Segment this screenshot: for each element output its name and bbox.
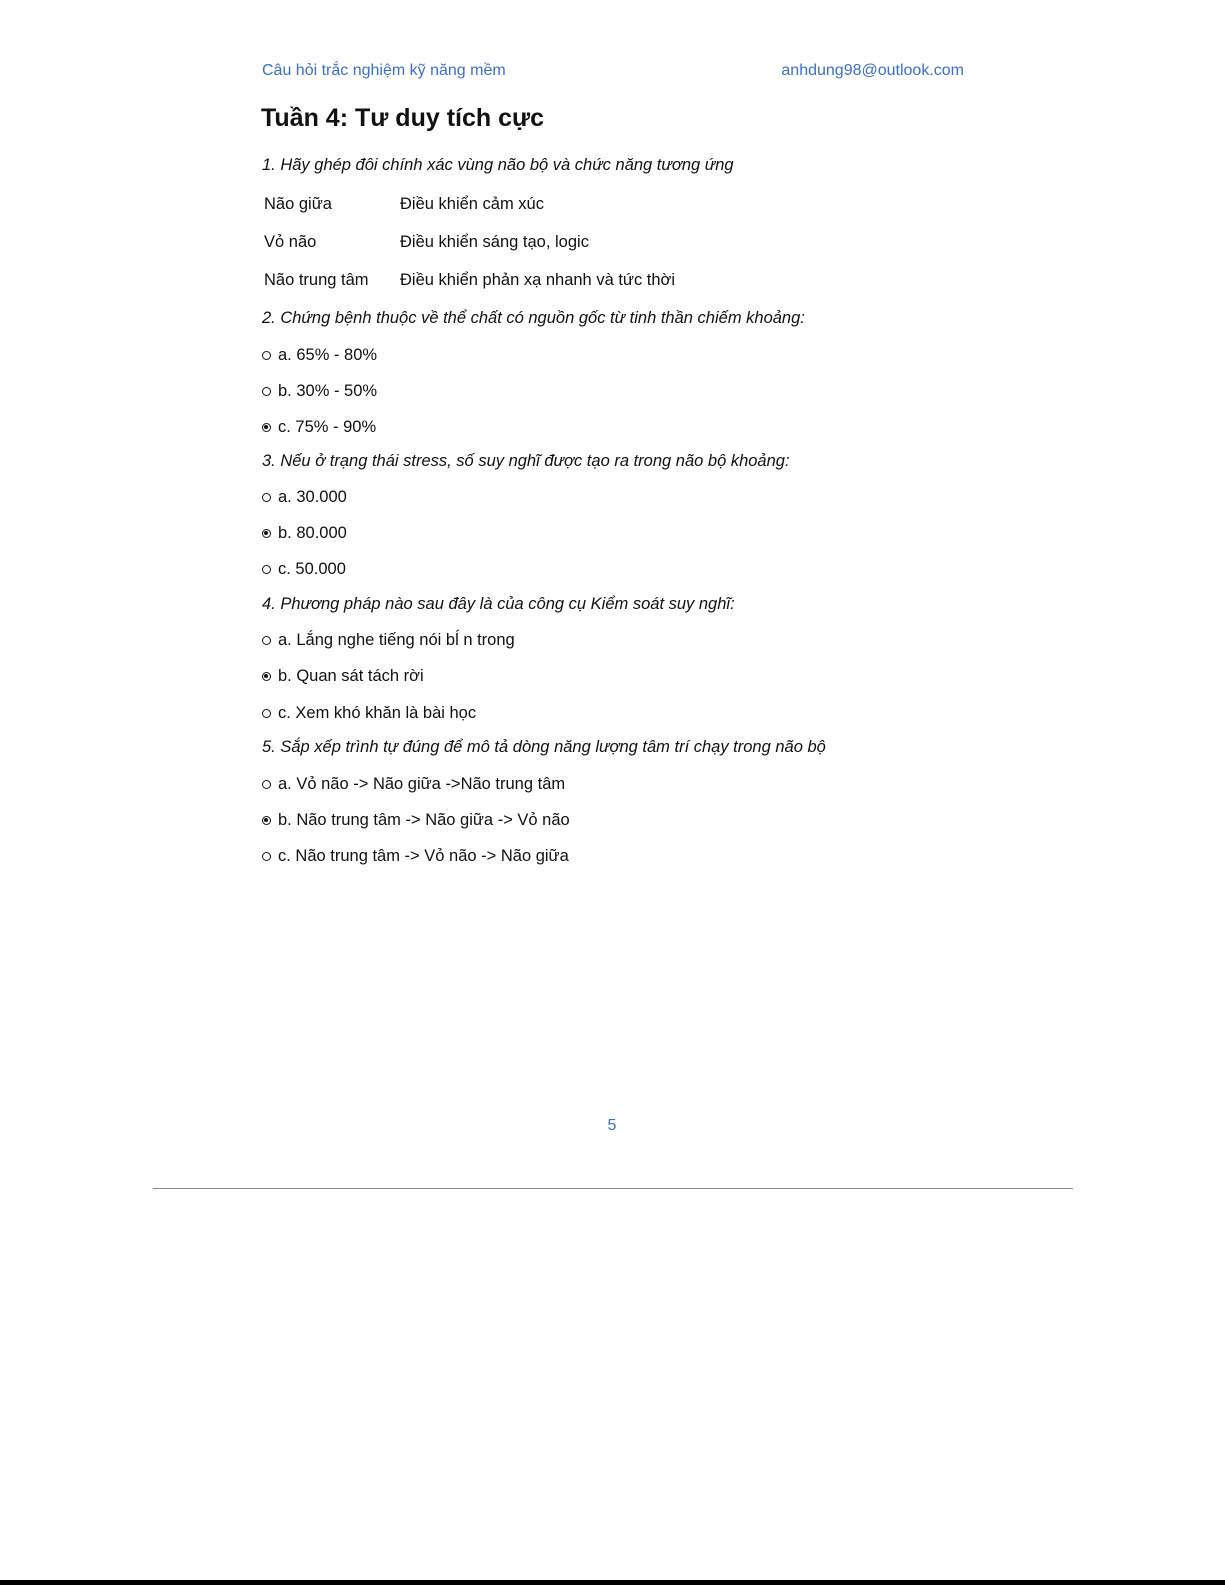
option-label: b. Quan sát tách rời: [278, 667, 424, 685]
radio-unchecked-icon[interactable]: [262, 351, 271, 360]
q4-option-b[interactable]: [262, 666, 424, 686]
brain-function: Điều khiển sáng tạo, logic: [400, 233, 589, 251]
radio-checked-icon[interactable]: [262, 423, 271, 432]
option-label: c. 75% - 90%: [278, 418, 377, 436]
page-title: Tuần 4: Tư duy tích cực: [261, 104, 544, 132]
radio-checked-icon[interactable]: [262, 529, 271, 538]
radio-unchecked-icon[interactable]: [262, 493, 271, 502]
header-course-title: Câu hỏi trắc nghiệm kỹ năng mềm: [262, 62, 506, 79]
page-header: [262, 62, 964, 80]
radio-unchecked-icon[interactable]: [262, 387, 271, 396]
option-label: a. 30.000: [278, 488, 347, 506]
option-label: b. 30% - 50%: [278, 382, 378, 400]
q2-option-b[interactable]: [262, 381, 377, 401]
q5-option-c[interactable]: [262, 846, 569, 866]
option-label: c. Xem khó khăn là bài học: [278, 704, 477, 722]
q4-option-a[interactable]: [262, 630, 515, 650]
option-label: c. 50.000: [278, 560, 346, 578]
q5-option-a[interactable]: [262, 774, 565, 794]
option-label: a. 65% - 80%: [278, 346, 378, 364]
header-email: anhdung98@outlook.com: [781, 62, 964, 79]
q4-option-c[interactable]: [262, 703, 476, 723]
page-number: 5: [607, 1117, 617, 1134]
radio-checked-icon[interactable]: [262, 672, 271, 681]
option-label: b. 80.000: [278, 524, 347, 542]
question-4: 4. Phương pháp nào sau đây là của công cụ Kiểm soát suy nghĩ:: [262, 595, 735, 613]
question-2: 2. Chứng bệnh thuộc về thể chất có nguồn gốc từ tinh thần chiếm khoảng:: [262, 309, 805, 327]
brain-region: Não trung tâm: [264, 271, 369, 289]
q3-option-b[interactable]: [262, 523, 347, 543]
question-5: 5. Sắp xếp trình tự đúng để mô tả dòng năng lượng tâm trí chạy trong não bộ: [262, 738, 826, 756]
bottom-edge-bar: [0, 1580, 1225, 1585]
question-3: 3. Nếu ở trạng thái stress, số suy nghĩ được tạo ra trong não bộ khoảng:: [262, 452, 790, 470]
radio-unchecked-icon[interactable]: [262, 852, 271, 861]
option-label: c. Não trung tâm -> Vỏ não -> Não giữa: [278, 847, 569, 865]
radio-unchecked-icon[interactable]: [262, 636, 271, 645]
question-1: 1. Hãy ghép đôi chính xác vùng não bộ và chức năng tương ứng: [262, 156, 734, 174]
option-label: a. Lắng nghe tiếng nói bĺ n trong: [278, 631, 515, 649]
q2-option-c[interactable]: [262, 417, 376, 437]
radio-checked-icon[interactable]: [262, 816, 271, 825]
brain-function: Điều khiển phản xạ nhanh và tức thời: [400, 271, 676, 289]
option-label: b. Não trung tâm -> Não giữa -> Vỏ não: [278, 811, 570, 829]
brain-region: Não giữa: [264, 195, 332, 213]
radio-unchecked-icon[interactable]: [262, 565, 271, 574]
q2-option-a[interactable]: [262, 345, 377, 365]
radio-unchecked-icon[interactable]: [262, 709, 271, 718]
q5-option-b[interactable]: [262, 810, 570, 830]
page-divider: [153, 1188, 1073, 1189]
q3-option-a[interactable]: [262, 487, 347, 507]
option-label: a. Vỏ não -> Não giữa ->Não trung tâm: [278, 775, 566, 793]
brain-function: Điều khiển cảm xúc: [400, 195, 544, 213]
radio-unchecked-icon[interactable]: [262, 780, 271, 789]
brain-region: Vỏ não: [264, 233, 317, 251]
q3-option-c[interactable]: [262, 559, 346, 579]
